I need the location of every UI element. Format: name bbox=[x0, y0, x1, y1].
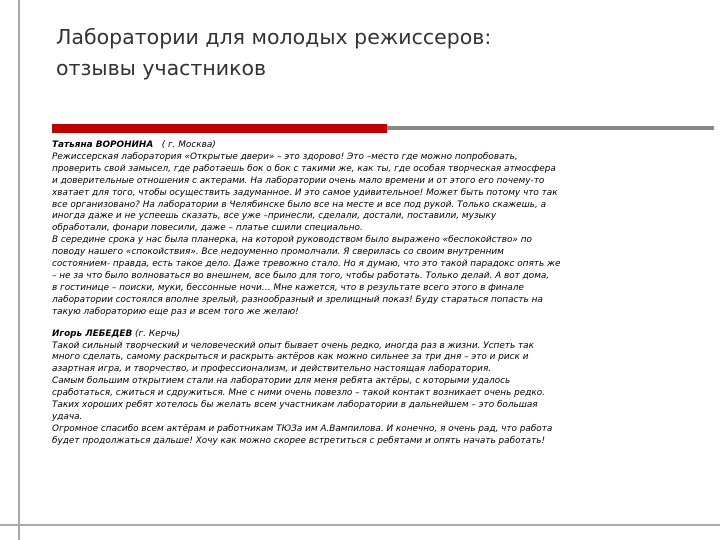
review-line: Огромное спасибо всем актёрам и работникам ТЮЗа им А.Вампилова. И конечно, я очень рад, что работа bbox=[52, 423, 553, 434]
review-line: сработаться, сжиться и сдружиться. Мне с ними очень повезло – такой контакт возникает очень редко. bbox=[52, 388, 546, 399]
review-separator bbox=[52, 319, 672, 329]
review-line: много сделать, самому раскрыться и раскрыть актёров как можно сильнее за три дня – это и риск и bbox=[52, 352, 529, 363]
review-line: все организовано? На лаборатории в Челябинске было все на месте и все под рукой. Только скажешь, а bbox=[52, 199, 547, 210]
review-line: Такой сильный творческий и человеческий опыт бывает очень редко, иногда раз в жизни. Успеть так bbox=[52, 340, 534, 351]
review-line: проверить свой замысел, где работаешь бок о бок с такими же, как ты, где особая творческая атмосфера bbox=[52, 163, 556, 174]
reviewer-city: ( г. Москва) bbox=[161, 140, 216, 150]
review-line: будет продолжаться дальше! Хочу как можно скорее встретиться с ребятами и опять начать работать! bbox=[52, 435, 546, 446]
review-line: Самым большим открытием стали на лаборатории для меня ребята актёры, с которыми удалось bbox=[52, 376, 511, 387]
review-voronina-header bbox=[52, 140, 672, 152]
reviews-body bbox=[52, 140, 672, 448]
review-line: иногда даже и не успеешь сказать, все уже –принесли, сделали, достали, поставили, музыку bbox=[52, 211, 497, 222]
review-line: удача. bbox=[52, 411, 83, 422]
review-line: обработали, фонари повесили, даже – платье сшили специально. bbox=[52, 223, 363, 234]
review-lebedev bbox=[52, 329, 672, 448]
review-line: Режиссерская лаборатория «Открытые двери» – это здорово! Это –место где можно попробовать, bbox=[52, 151, 518, 162]
review-line: и доверительные отношения с актерами. На лаборатории очень мало времени и от этого его почему-то bbox=[52, 175, 545, 186]
slide-title bbox=[56, 22, 696, 84]
review-line: в гостинице – поиски, муки, бессонные ночи… Мне кажется, что в результате всего этого в финале bbox=[52, 282, 524, 293]
review-line: азартная игра, и творчество, и профессионализм, и действительно настоящая лаборатория. bbox=[52, 364, 492, 375]
review-line: В середине срока у нас была планерка, на которой руководством было выражено «беспокойство» по bbox=[52, 235, 532, 246]
review-voronina bbox=[52, 140, 672, 319]
reviewer-name: Татьяна ВОРОНИНА bbox=[52, 140, 154, 150]
reviewer-name: Игорь ЛЕБЕДЕВ bbox=[52, 328, 133, 339]
reviewer-city: (г. Керчь) bbox=[135, 328, 181, 339]
title-divider-accent bbox=[52, 124, 387, 133]
review-line: хватает для того, чтобы осуществить задуманное. И это самое удивительное! Может быть потому что так bbox=[52, 187, 558, 198]
review-line: лаборатории состоялся вполне зрелый, разнообразный и зрелищный показ! Буду стараться попасть на bbox=[52, 294, 543, 305]
review-line: – не за что было волноваться во внешнем, все было для того, чтобы работать. Только делай. А вот дома, bbox=[52, 270, 550, 281]
slide-frame-horizontal-line bbox=[0, 524, 720, 526]
slide-title-line-1: Лаборатории для молодых режиссеров: bbox=[56, 25, 492, 49]
review-line: состоянием- правда, есть такое дело. Даже тревожно стало. Но я думаю, что это такой парадокс опять же bbox=[52, 259, 561, 270]
review-line: такую лабораторию еще раз и всем того же желаю! bbox=[52, 306, 299, 317]
review-lebedev-header bbox=[52, 329, 672, 341]
slide-title-line-2: отзывы участников bbox=[56, 56, 267, 80]
review-line: поводу нашего «спокойствия». Все недоуменно промолчали. Я сверилась со своим внутренним bbox=[52, 247, 504, 258]
review-line: Таких хороших ребят хотелось бы желать всем участникам лаборатории в дальнейшем – это большая bbox=[52, 400, 538, 411]
slide-frame-vertical-line bbox=[18, 0, 20, 540]
